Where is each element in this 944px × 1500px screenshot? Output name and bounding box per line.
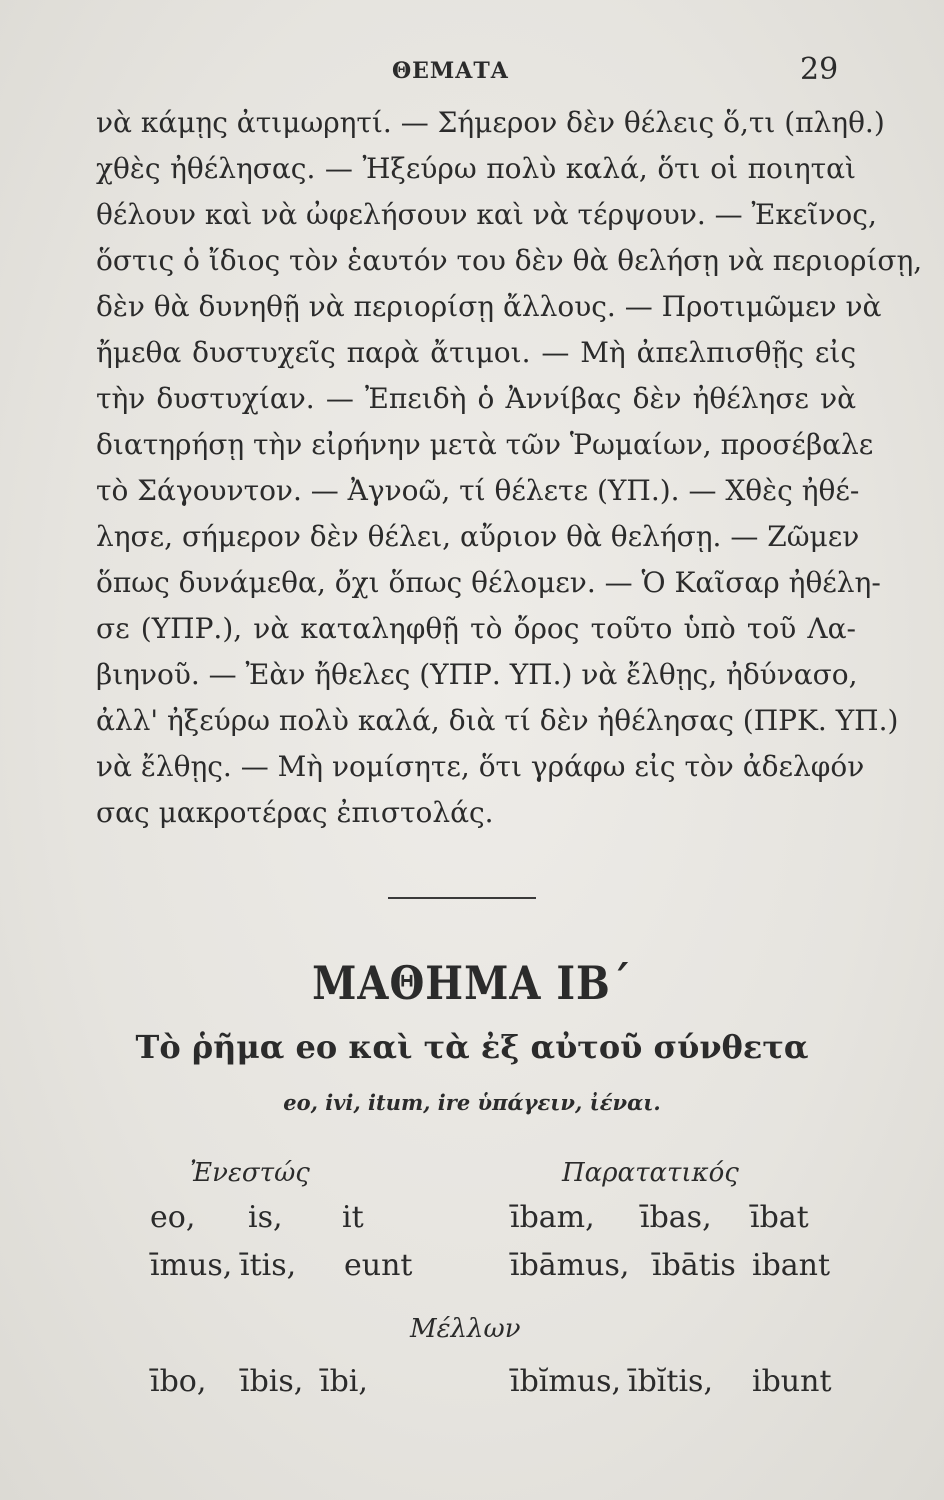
conj-form: is, <box>248 1200 283 1235</box>
text-line: θέλουν καὶ νὰ ὠφελήσουν καὶ νὰ τέρψουν. — Ἐκεῖνος, <box>96 198 877 231</box>
running-head <box>0 52 944 92</box>
page-number: 29 <box>800 52 839 87</box>
conj-form: ībāmus, <box>510 1248 630 1283</box>
running-head-title: ΘΕΜΑΤΑ <box>392 58 509 84</box>
conj-form: ības, <box>640 1200 712 1235</box>
text-line: δὲν θὰ δυνηθῇ νὰ περιορίσῃ ἄλλους. — Προτιμῶμεν νὰ <box>96 290 882 323</box>
future-tense-label: Μέλλων <box>410 1314 521 1344</box>
conj-form: ībĭmus, <box>510 1364 622 1399</box>
conj-form: ībi, <box>320 1364 368 1399</box>
text-line: βιηνοῦ. — Ἐὰν ἤθελες (ΥΠΡ. ΥΠ.) νὰ ἔλθῃς, ἠδύνασο, <box>96 658 858 691</box>
conj-form: ībĭtis, <box>628 1364 713 1399</box>
conj-form: īmus, <box>150 1248 233 1283</box>
conj-form: ībātis <box>652 1248 736 1283</box>
text-line: τὸ Σάγουντον. — Ἀγνοῶ, τί θέλετε (ΥΠ.). — Χθὲς ἠθέ- <box>96 474 860 507</box>
text-line: διατηρήσῃ τὴν εἰρήνην μετὰ τῶν Ῥωμαίων, προσέβαλε <box>96 428 874 461</box>
principal-parts: eo, ivi, itum, ire ὑπάγειν, ἰέναι. <box>283 1090 661 1115</box>
text-line: ἤμεθα δυστυχεῖς παρὰ ἄτιμοι. — Μὴ ἀπελπισθῇς εἰς <box>96 336 856 369</box>
imperfect-tense-label: Παρατατικός <box>562 1158 739 1188</box>
text-line: λησε, σήμερον δὲν θέλει, αὔριον θὰ θελήσῃ. — Ζῶμεν <box>96 520 860 553</box>
text-line: τὴν δυστυχίαν. — Ἐπειδὴ ὁ Ἀννίβας δὲν ἠθέλησε νὰ <box>96 382 856 415</box>
present-tense-label: Ἐνεστώς <box>190 1158 310 1188</box>
conj-form: ībo, <box>150 1364 207 1399</box>
text-line: ἀλλ' ἠξεύρω πολὺ καλά, διὰ τί δὲν ἠθέλησας (ΠΡΚ. ΥΠ.) <box>96 704 899 737</box>
text-line: χθὲς ἠθέλησας. — Ἠξεύρω πολὺ καλά, ὅτι οἱ ποιηταὶ <box>96 152 856 185</box>
conj-form: ibant <box>752 1248 831 1283</box>
conj-form: it <box>342 1200 364 1235</box>
text-line: νὰ κάμῃς ἀτιμωρητί. — Σήμερον δὲν θέλεις ὅ,τι (πληθ.) <box>96 106 885 139</box>
conj-form: ītis, <box>240 1248 297 1283</box>
conj-form: eunt <box>344 1248 413 1283</box>
conj-form: eo, <box>150 1200 196 1235</box>
lesson-title: ΜΑΘΗΜΑ ΙΒ΄ <box>312 956 632 1011</box>
exercise-text <box>96 100 923 836</box>
text-line: σε (ΥΠΡ.), νὰ καταληφθῇ τὸ ὄρος τοῦτο ὑπὸ τοῦ Λα- <box>96 612 856 645</box>
text-line: ὅστις ὁ ἴδιος τὸν ἑαυτόν του δὲν θὰ θελήσῃ νὰ περιορίσῃ, <box>96 244 923 277</box>
section-divider <box>388 897 536 899</box>
conj-form: ībis, <box>240 1364 304 1399</box>
text-line: ὅπως δυνάμεθα, ὄχι ὅπως θέλομεν. — Ὁ Καῖσαρ ἠθέλη- <box>96 566 881 599</box>
conj-form: ībat <box>750 1200 809 1235</box>
text-line: νὰ ἔλθῃς. — Μὴ νομίσητε, ὅτι γράφω εἰς τὸν ἀδελφόν <box>96 750 865 783</box>
text-line: σας μακροτέρας ἐπιστολάς. <box>96 796 494 829</box>
conj-form: ibunt <box>752 1364 832 1399</box>
lesson-subtitle: Τὸ ῥῆμα eo καὶ τὰ ἐξ αὐτοῦ σύνθετα <box>135 1028 809 1066</box>
conj-form: ībam, <box>510 1200 595 1235</box>
